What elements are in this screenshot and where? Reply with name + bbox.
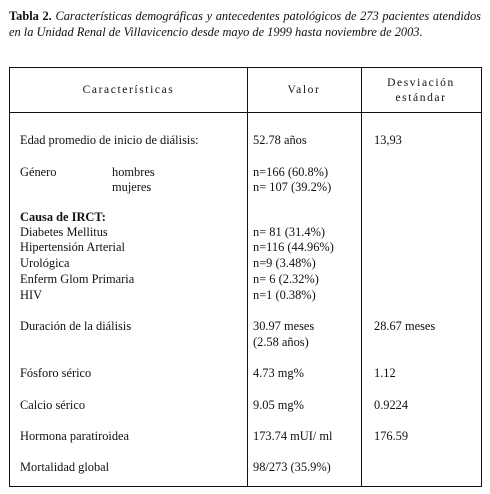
row-calcio-value: 9.05 mg%: [253, 398, 304, 412]
row-genero-hombres-label: hombres: [112, 165, 155, 179]
row-duracion-sd: 28.67 meses: [374, 319, 436, 333]
row-mortalidad-label: Mortalidad global: [20, 460, 110, 474]
row-edad-label: Edad promedio de inicio de diálisis:: [20, 133, 199, 147]
causa-item-label: Hipertensión Arterial: [20, 240, 125, 254]
header-characteristics: Características: [82, 84, 175, 96]
row-duracion-value-line1: 30.97 meses: [253, 319, 315, 333]
header-divider: [10, 112, 481, 113]
data-table: [9, 67, 482, 487]
causa-item-value: n=1 (0.38%): [253, 288, 316, 302]
row-duracion-label: Duración de la diálisis: [20, 319, 132, 333]
causa-item-value: n= 6 (2.32%): [253, 272, 319, 286]
row-edad-value: 52.78 años: [253, 133, 307, 147]
column-divider-2: [361, 68, 362, 486]
caption-text: Características demográficas y antecedentes patológicos de 273 pacientes atendidos en la Unidad Renal de Villavicencio desde mayo de 1999 hasta noviembre de 2003.: [9, 9, 482, 39]
row-genero-mujeres-label: mujeres: [112, 180, 152, 194]
row-genero-hombres-value: n=166 (60.8%): [253, 165, 329, 179]
row-fosforo-sd: 1.12: [374, 366, 396, 380]
row-calcio-sd: 0.9224: [374, 398, 409, 412]
caption-label: Tabla 2.: [9, 9, 52, 23]
header-value: Valor: [287, 84, 321, 96]
row-duracion-value-line2: (2.58 años): [253, 335, 309, 349]
causa-item-value: n=9 (3.48%): [253, 256, 316, 270]
row-hormona-label: Hormona paratiroidea: [20, 429, 130, 443]
row-hormona-sd: 176.59: [374, 429, 409, 443]
row-genero-label: Género: [20, 165, 57, 179]
causa-item-label: HIV: [20, 288, 43, 302]
causa-item-label: Urológica: [20, 256, 70, 270]
column-divider-1: [247, 68, 248, 486]
header-std-dev-line2: estándar: [395, 92, 447, 104]
header-std-dev-line1: Desviación: [387, 77, 455, 89]
row-causa-title: Causa de IRCT:: [20, 210, 106, 224]
row-edad-sd: 13,93: [374, 133, 402, 147]
causa-item-label: Enferm Glom Primaria: [20, 272, 135, 286]
row-hormona-value: 173.74 mUI/ ml: [253, 429, 333, 443]
row-mortalidad-value: 98/273 (35.9%): [253, 460, 331, 474]
table-caption: [9, 9, 481, 40]
row-genero-mujeres-value: n= 107 (39.2%): [253, 180, 332, 194]
row-calcio-label: Calcio sérico: [20, 398, 86, 412]
row-fosforo-value: 4.73 mg%: [253, 366, 304, 380]
causa-item-value: n=116 (44.96%): [253, 240, 334, 254]
causa-item-value: n= 81 (31.4%): [253, 225, 326, 239]
row-fosforo-label: Fósforo sérico: [20, 366, 92, 380]
causa-item-label: Diabetes Mellitus: [20, 225, 108, 239]
